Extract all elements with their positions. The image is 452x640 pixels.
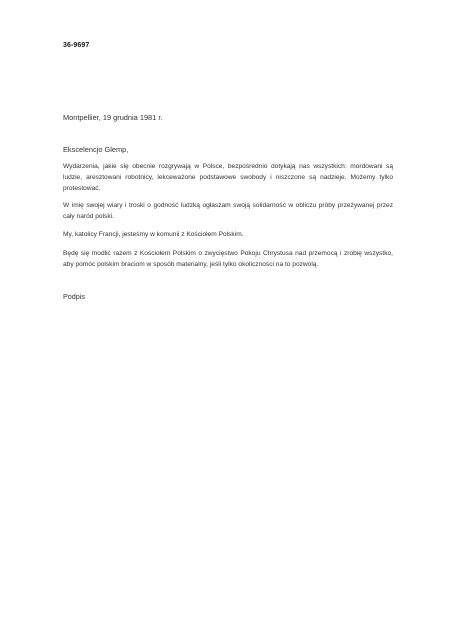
paragraph-solidarity: W imię swojej wiary i troski o godność ludzką ogłaszam swoją solidarność w obliczu próby przeżywanej przez cały naród polski. — [63, 202, 393, 221]
document-id: 36-9697 — [63, 42, 90, 49]
place-and-date: Montpellier, 19 grudnia 1981 r. — [63, 113, 163, 122]
salutation: Ekscelencjo Glemp, — [63, 145, 129, 154]
paragraph-prayer: Będę się modlić razem z Kościołem Polskim o zwycięstwo Pokoju Chrystusa nad przemocą i zrobię wszystko, aby pomóc polskim braciom w sposób materialny, jeśli tylko okoliczności na to pozwolą. — [63, 250, 393, 269]
paragraph-communion: My, katolicy Francji, jesteśmy w komunii z Kościołem Polskim. — [63, 231, 244, 238]
signature-label: Podpis — [63, 292, 85, 301]
paragraph-events: Wydarzenia, jakie się obecnie rozgrywają w Polsce, bezpośrednio dotykają nas wszystkich: mordowani są ludzie, aresztowani robotnicy, lekceważone podstawowe swobody i niszczone są nadzieje. Możemy tylko protestować. — [63, 163, 393, 193]
